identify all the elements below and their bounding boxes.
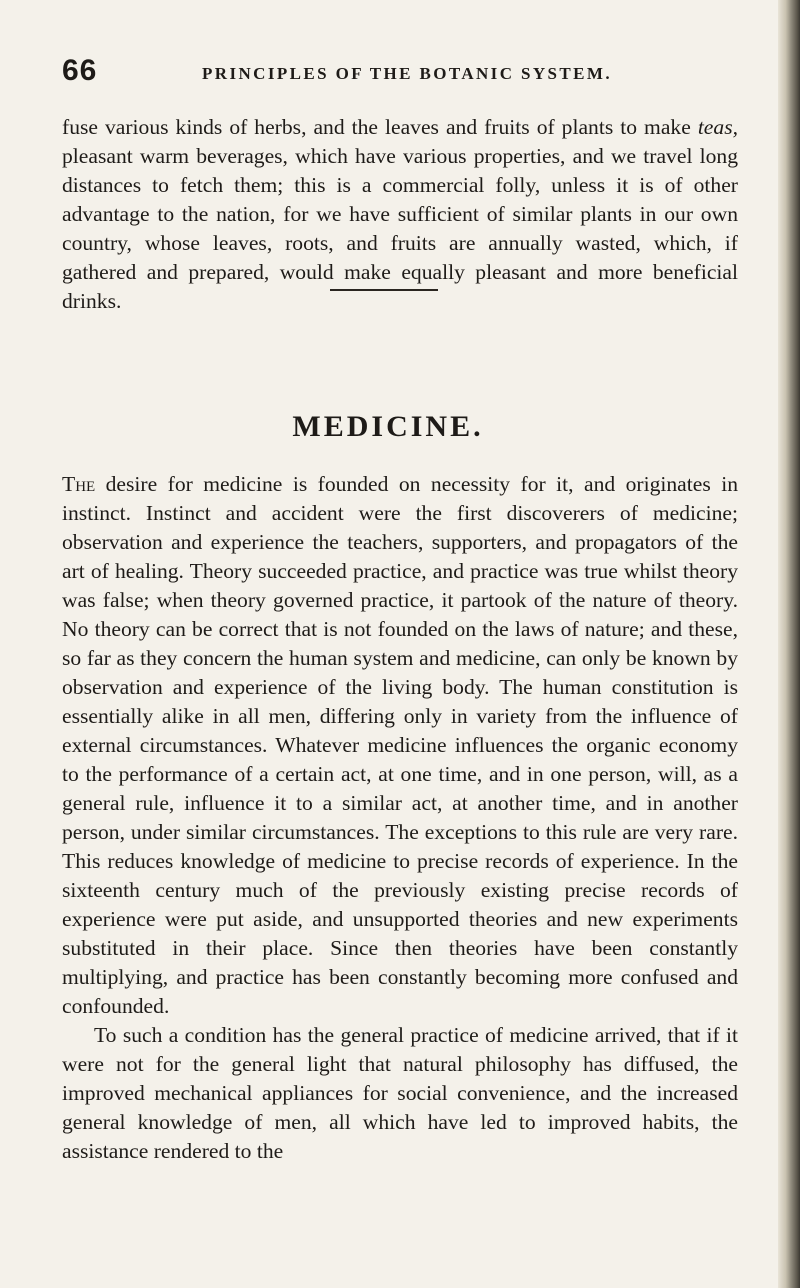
section-paragraph-1 [62,470,738,1021]
page-number: 66 [62,54,98,87]
intro-emphasis: teas, [697,115,738,139]
section-divider [330,289,438,291]
page-header [62,50,722,90]
section-title: MEDICINE. [292,410,484,443]
section-paragraph-2: To such a condition has the general practice of medicine arrived, that if it were not for the general light that natural philosophy has diffused, the improved mechanical appliances for social convenience, and the increased general knowledge of men, all which have led to improved habits, the assistance rendered to the [62,1023,738,1163]
intro-text-end: pleasant warm beverages, which have various properties, and we travel long distances to fetch them; this is a commercial folly, unless it is of other advantage to the nation, for we have sufficient of similar plants in our own country, whose leaves, roots, and fruits are annually wasted, which, if gathered and prepared, would make equally pleasant and more beneficial drinks. [62,144,738,313]
intro-text-start: fuse various kinds of herbs, and the leaves and fruits of plants to make [62,115,698,139]
paragraph-lead-word: The [62,472,96,496]
binding-edge [778,0,800,1288]
section-body [62,470,738,1166]
intro-paragraph-block [62,113,738,316]
paragraph-1-body: desire for medicine is founded on necessity for it, and originates in instinct. Instinct and accident were the first discoverers of medicine; observation and experience the teachers, supporters, and propagators of the art of healing. Theory succeeded practice, and practice was true whilst theory was false; when theory governed practice, it partook of the nature of theory. No theory can be correct that is not founded on the laws of nature; and these, so far as they concern the human system and medicine, can only be known by observation and experience of the living body. The human constitution is essentially alike in all men, differing only in variety from the influence of external circumstances. Whatever medicine influences the organic economy to the performance of a certain act, at one time, and in one person, will, as a general rule, influence it to a similar act, at another time, and in another person, under similar circumstances. The exceptions to this rule are very rare. This reduces knowledge of medicine to precise records of experience. In the sixteenth century much of the previously existing precise records of experience were put aside, and unsupported theories and new experiments substituted in their place. Since then theories have been constantly multiplying, and practice has been constantly becoming more confused and confounded. [62,472,738,1018]
running-head: PRINCIPLES OF THE BOTANIC SYSTEM. [202,64,612,83]
intro-paragraph [62,113,738,316]
